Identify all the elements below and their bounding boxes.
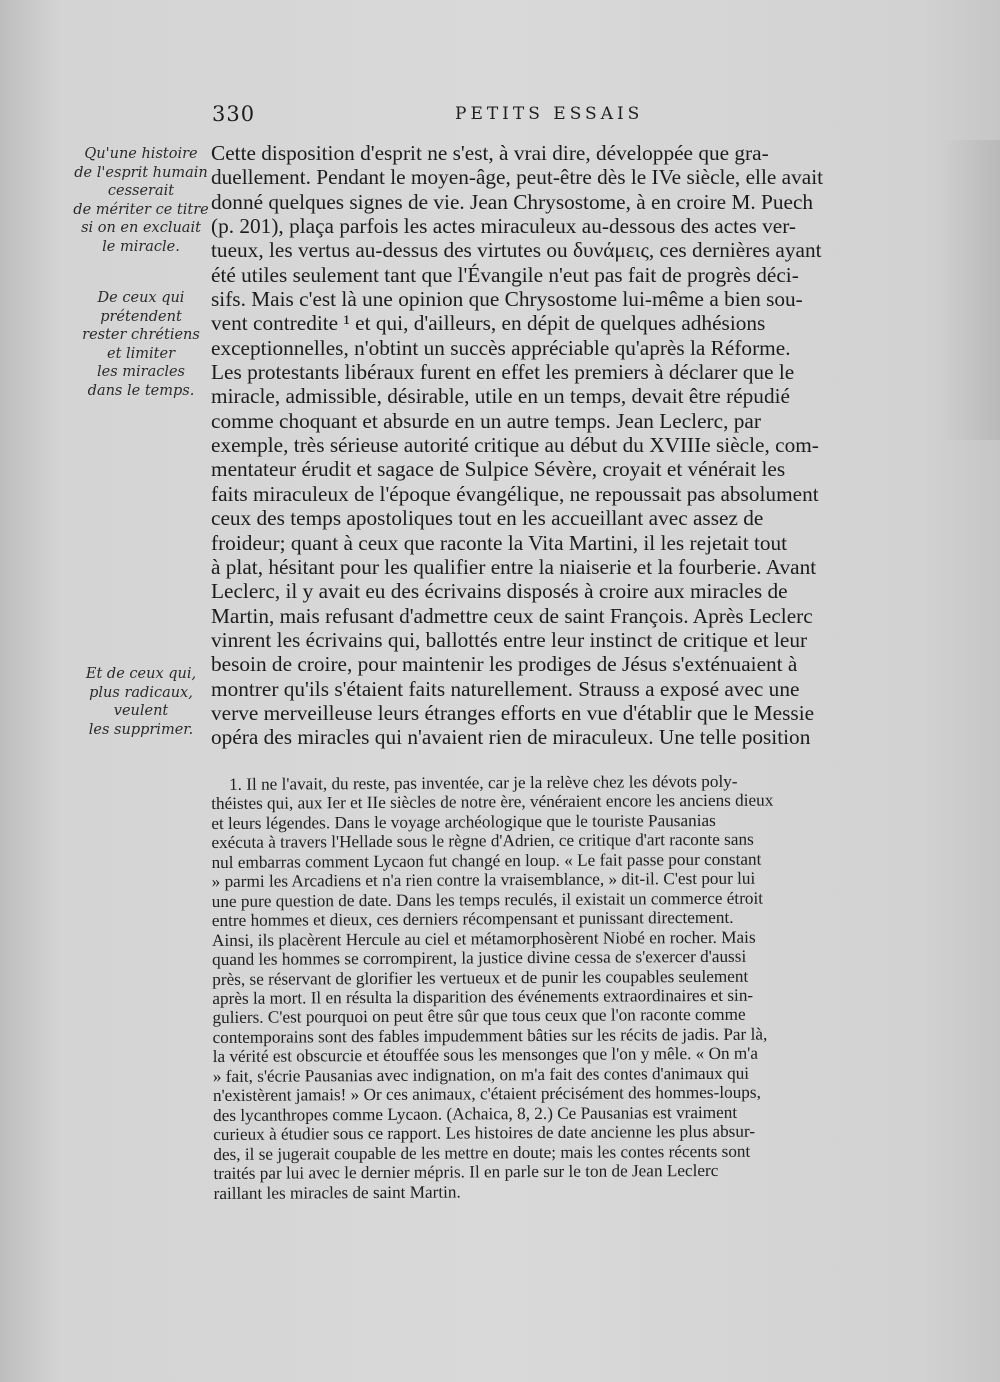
text-line: faits miraculeux de l'époque évangélique, ne repoussait pas absolument [211,481,819,506]
footnote-line: après la mort. Il en résulta la disparition des événements extraordinaires et sin- [212,985,754,1008]
margin-note-2 [70,289,212,401]
footnote-line: une pure question de date. Dans les temps reculés, il existait un commerce étroit [211,888,764,911]
margin-note-line: et limiter [106,345,176,362]
margin-note-line: cesserait [107,183,175,200]
text-line: exceptionnelles, n'obtint un succès appréciable qu'après la Réforme. [211,335,791,360]
margin-note-line: prétendent [100,308,182,325]
text-line: exemple, très sérieuse autorité critique au début du XVIIIe siècle, com- [211,433,819,458]
footnote-line: » fait, s'écrie Pausanias avec indignation, on m'a fait des contes d'animaux qui [212,1063,750,1086]
footnote-line: et leurs légendes. Dans le voyage archéologique que le touriste Pausanias [211,810,716,833]
page-number: 330 [212,102,256,126]
text-line: ceux des temps apostoliques tout en les accueillant avec assez de [211,506,764,531]
facing-page-shadow [940,140,1000,440]
margin-note-line: Et de ceux qui, [85,666,197,682]
text-line: donné quelques signes de vie. Jean Chrysostome, à en croire M. Puech [211,189,814,214]
footnote-line: des, il se jugerait coupable de les mettre en doute; mais les contes récents sont [213,1141,751,1164]
margin-note-3 [70,665,212,739]
footnote-line: près, se réservant de glorifier les vertueux et de punir les coupables seulement [212,966,749,989]
footnote-line: des lycanthropes comme Lycaon. (Achaica, 8, 2.) Ce Pausanias est vraiment [213,1102,738,1125]
text-line: duellement. Pendant le moyen-âge, peut-être dès le IVe siècle, elle avait [211,165,824,190]
margin-note-line: de mériter ce titre [73,201,209,218]
footnote-line: entre hommes et dieux, ces derniers récompensant et punissant directement. [211,907,734,931]
margin-note-line: de l'esprit humain [74,164,208,181]
text-line: vent contredite ¹ et qui, d'ailleurs, en dépit de quelques adhésions [211,311,766,336]
text-line: comme choquant et absurde en un autre temps. Jean Leclerc, par [211,408,761,433]
margin-note-line: le miracle. [102,238,180,255]
main-text [211,141,876,750]
footnote-line: n'existèrent jamais! » Or ces animaux, c'étaient précisément des hommes-loups, [212,1082,761,1106]
margin-note-line: si on en excluait [81,220,201,237]
text-line: à plat, hésitant pour les qualifier entre la niaiserie et la fourberie. Avant [211,554,817,579]
margin-note-1 [70,145,212,257]
margin-note-line: dans le temps. [87,382,195,399]
text-line: miracle, admissible, désirable, utile en un temps, devait être répudié [211,384,790,409]
text-line: été utiles seulement tant que l'Évangile n'eut pas fait de progrès déci- [211,262,799,287]
margin-note-line: De ceux qui [97,290,185,306]
page-header [0,102,1000,132]
footnote [211,771,874,1203]
text-line: opéra des miracles qui n'avaient rien de miraculeux. Une telle position [211,725,811,750]
footnote-line: quand les hommes se corrompirent, la justice divine cessa de s'exercer d'aussi [212,946,747,970]
margin-note-line: les supprimer. [88,721,194,738]
footnote-line: guliers. C'est pourquoi on peut être sûr que tous ceux que l'on raconte comme [212,1005,746,1028]
footnote-line: la vérité est obscurcie et étouffée sous les mensonges que l'on y mêle. « On m'a [212,1044,758,1067]
text-line: besoin de croire, pour maintenir les prodiges de Jésus s'exténuaient à [211,652,798,677]
text-line: sifs. Mais c'est là une opinion que Chrysostome lui-même a bien sou- [211,287,803,312]
footnote-line: curieux à étudier sous ce rapport. Les histoires de date ancienne les plus absur- [213,1121,756,1145]
footnote-line: » parmi les Arcadiens et n'a rien contre la vraisemblance, » dit-il. C'est pour lui [211,868,756,892]
text-line: Cette disposition d'esprit ne s'est, à vrai dire, développée que gra- [211,141,769,165]
text-line: Les protestants libéraux furent en effet les premiers à déclarer que le [211,360,795,385]
text-line: vinrent les écrivains qui, ballottés entre leur instinct de critique et leur [211,627,808,652]
margin-note-line: Qu'une histoire [84,146,198,162]
footnote-line: 1. Il ne l'avait, du reste, pas inventée, car je la relève chez les dévots poly- [228,771,738,794]
footnote-line: contemporains sont des fables impudemment bâties sur les récits de jadis. Par là, [212,1024,768,1047]
footnote-line: théistes qui, aux Ier et IIe siècles de notre ère, vénéraient encore les anciens dieux [211,791,774,814]
margin-note-line: rester chrétiens [82,327,200,344]
text-line: montrer qu'ils s'étaient faits naturellement. Strauss a exposé avec une [211,676,800,701]
text-line: Martin, mais refusant d'admettre ceux de saint François. Après Leclerc [211,603,813,628]
text-line: Leclerc, il y avait eu des écrivains disposés à croire aux miracles de [211,579,788,604]
text-line: froideur; quant à ceux que raconte la Vita Martini, il les rejetait tout [211,530,788,555]
text-line: verve merveilleuse leurs étranges efforts en vue d'établir que le Messie [211,700,815,725]
footnote-line: traités par lui avec le dernier mépris. Il en parle sur le ton de Jean Leclerc [213,1160,719,1184]
footnote-line: raillant les miracles de saint Martin. [213,1181,461,1203]
footnote-line: Ainsi, ils placèrent Hercule au ciel et métamorphosèrent Niobé en rocher. Mais [211,927,756,950]
margin-note-line: veulent [113,703,169,720]
margin-note-line: les miracles [96,364,185,381]
text-line: mentateur érudit et sagace de Sulpice Sévère, croyait et vénérait les [211,457,786,482]
text-line: (p. 201), plaça parfois les actes miraculeux au-dessous des actes ver- [211,214,797,239]
running-title: PETITS ESSAIS [455,104,644,124]
footnote-line: exécuta à travers l'Hellade sous le règne d'Adrien, ce critique d'art raconte sans [211,830,754,853]
text-line: tueux, les vertus au-dessus des virtutes ou δυνάμεις, ces dernières ayant [211,238,822,263]
margin-note-line: plus radicaux, [89,684,193,701]
footnote-line: nul embarras comment Lycaon fut changé en loup. « Le fait passe pour constant [211,849,762,872]
